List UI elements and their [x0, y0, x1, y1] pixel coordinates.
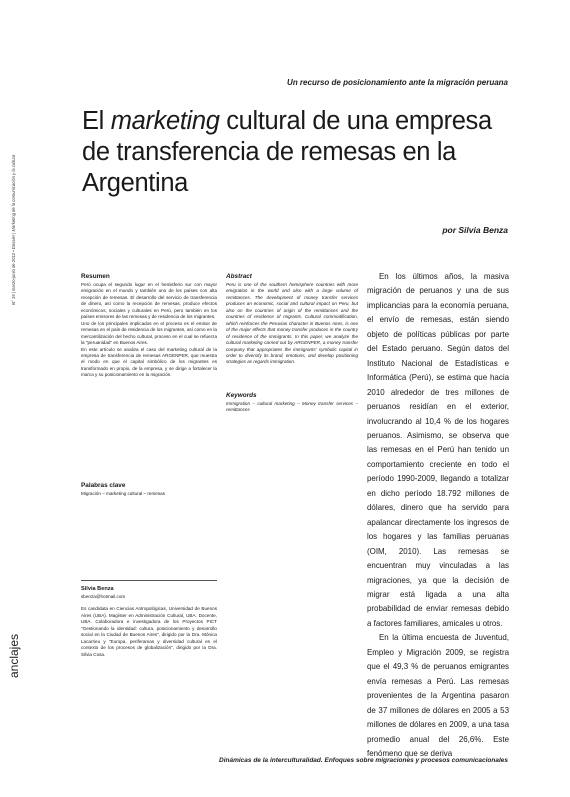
page-footer: Dinámicas de la interculturalidad. Enfoques sobre migraciones y procesos comunicacionales	[219, 757, 508, 764]
title-pre: El	[82, 107, 111, 135]
abstract-heading: Abstract	[226, 273, 252, 280]
author-bio: Es candidata en Ciencias Antropológicas, Universidad de Buenos Aires (UBA). Magíster en Administración Cultural, UBA. Docente, UBA. Colaboradora e investigadora de los Proyectos PICT "Gestionando la identidad: cultura, posicionamiento y desarrollo social en la Ciudad de Buenos Aires", dirigido por la Dra. Mónica Lacarrieu y "Europa, periferamas y diversidad cultural en el contexto de los procesos de globalización", dirigido por la Dra. Silvia Cosa.	[81, 606, 217, 657]
journal-brand: anclajes	[7, 633, 21, 678]
abstract-block	[226, 273, 358, 367]
author-email: sbenza@hotmail.com	[81, 594, 126, 599]
journal-issue-meta: N° 19 | marzo-junio de 2012 • Dossier | Marketing de la comunicación y la cultura	[11, 154, 16, 305]
body-text	[367, 270, 509, 761]
resumen-block	[81, 273, 217, 380]
resumen-paragraph: En este artículo se analiza el caso del marketing cultural de la empresa de transferencia de remesas ARGENPER, que muestra el modo en que el capital simbólico de los migrantes es transformado en propio, de la empresa, y se dirige a fortalecer la marca y su posicionamiento en la migración.	[81, 346, 217, 378]
resumen-paragraph: Uno de los principales implicados en el proceso es el emisor de remesas en el país de residencia de los migrantes, así como en la mercantilización del hecho cultural, proceso en el cual se refuerza la "peruanidad" en Buenos Aires.	[81, 320, 217, 346]
palabras-clave-text: Migración – marketing cultural – remesas	[81, 491, 165, 496]
resumen-heading: Resumen	[81, 273, 110, 280]
author-byline	[330, 225, 508, 235]
keywords-text: Immigration – cultural marketing – Money transfer services – remittances	[226, 401, 358, 413]
author-info-name: Silvia Benza	[81, 586, 114, 592]
author-prefix: por	[442, 225, 459, 235]
section-heading: Un recurso de posicionamiento ante la migración peruana	[287, 78, 508, 87]
keywords-block	[226, 392, 358, 415]
palabras-clave-block	[81, 482, 217, 498]
body-paragraph: En los últimos años, la masiva migración de peruanos y una de sus implicancias para la economía peruana, el envío de remesas, están siendo objeto de políticas públicas por parte del Estado peruano. Según datos del Instituto Nacional de Estadísticas e Informática (Perú), se estima que hacia 2010 alrededor de tres millones de peruanos residían en el exterior, involucrando al 10,4 % de los hogares peruanos. Asimismo, se observa que las remesas en el Perú han tenido un comportamiento creciente en todo el período 1990-2009, llegando a totalizar en dicho período 18.792 millones de dólares, dinero que ha servido para apalancar directamente los ingresos de los hogares y las familias peruanas (OIM, 2010). Las remesas se encuentran muy vinculadas a las migraciones, ya que la decisión de migrar está ligada a una alta probabilidad de enviar remesas debido a factores familiares, amicales u otros.	[367, 272, 509, 628]
palabras-clave-heading: Palabras clave	[81, 482, 126, 489]
title-post: cultural de una empresa de transferencia de remesas en la Argentina	[82, 107, 492, 197]
author-info-block	[81, 580, 217, 659]
title-emphasis: marketing	[110, 107, 220, 135]
author-info-divider	[81, 580, 217, 581]
article-title	[82, 106, 522, 199]
resumen-paragraph: Perú ocupa el segundo lugar en el hemisferio sur con mayor emigración en el mundo y también uno de los países con alta recepción de remesas. El desarrollo del servicio de transferencia de dinero, así como la recepción de remesas, produce efectos económicos, sociales y culturales en Perú, pero también en los países emisores de las remesas y de residencia de los migrantes.	[81, 282, 217, 320]
resumen-text	[81, 282, 217, 379]
keywords-heading: Keywords	[226, 392, 257, 399]
abstract-text: Peru is one of the southern hemisphere countries with more emigration in the world and also with a large volume of remittances. The development of money transfer services produces an economic, social and cultural impact on Peru, but also on the countries of origin of the remittances and the countries of residence of migrants. Cultural commodification, which reinforces the Peruvian character in Buenos Aires, is one of the major effects that money transfer produces in the country of residence of the immigrants. In this paper, we analyze the cultural marketing carried out by ARGENPER, a money transfer company that appropriates the immigrants' symbolic capital in order to diversify its brand, emotions, and develop positioning strategies as regards immigration.	[226, 282, 358, 365]
body-paragraph: En la última encuesta de Juventud, Empleo y Migración 2009, se registra que el 49,3 % de peruanos emigrantes envía remesas a Perú. Las remesas provenientes de la Argentina pasaron de 37 millones de dólares en 2005 a 53 millones de dólares en 2009, a una tasa promedio anual del 26,6%. Este fenómeno que se deriva	[367, 633, 509, 758]
author-name: Silvia Benza	[458, 225, 508, 235]
